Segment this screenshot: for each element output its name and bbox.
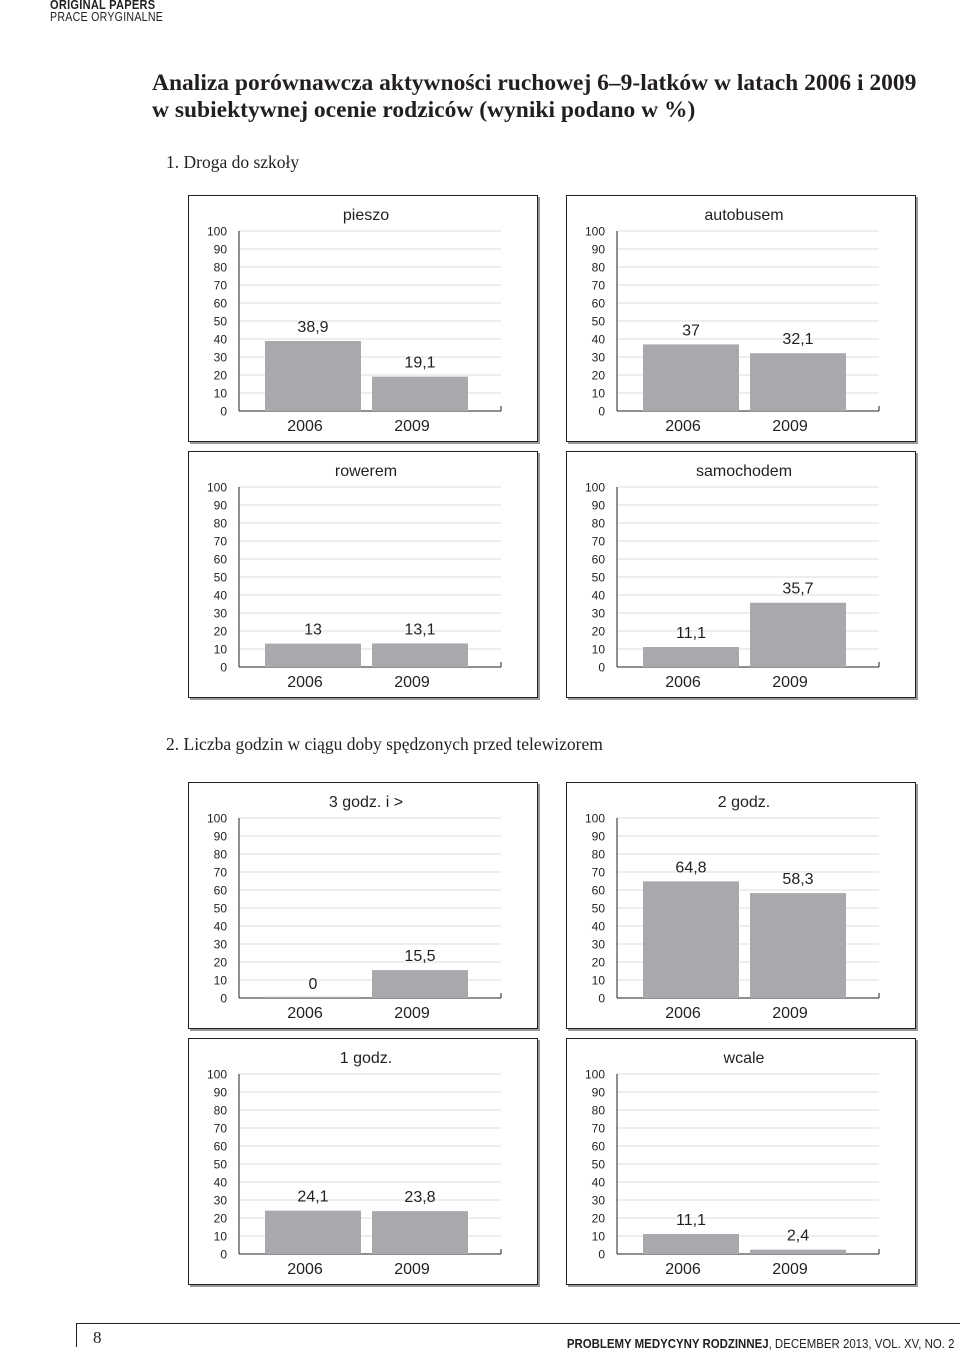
y-tick-label: 50 bbox=[591, 1157, 605, 1172]
y-tick-label: 20 bbox=[213, 955, 227, 970]
bar-2006 bbox=[265, 644, 361, 667]
x-tick-label-2009: 2009 bbox=[394, 1005, 430, 1022]
chart-svg bbox=[189, 1039, 537, 1284]
y-tick-label: 50 bbox=[213, 570, 227, 585]
y-tick-label: 80 bbox=[213, 260, 227, 275]
y-tick-label: 0 bbox=[598, 991, 605, 1006]
chart-svg bbox=[567, 196, 915, 441]
y-tick-label: 100 bbox=[584, 480, 605, 495]
y-tick-label: 40 bbox=[213, 919, 227, 934]
y-tick-label: 100 bbox=[206, 1067, 227, 1082]
bar-2006 bbox=[643, 647, 739, 667]
y-tick-label: 0 bbox=[598, 404, 605, 419]
y-tick-label: 100 bbox=[584, 811, 605, 826]
data-label-2009: 15,5 bbox=[404, 948, 436, 966]
chart-svg bbox=[567, 783, 915, 1028]
footer-rule bbox=[76, 1323, 960, 1324]
y-tick-label: 40 bbox=[213, 1175, 227, 1190]
y-tick-label: 70 bbox=[591, 865, 605, 880]
bar-2006 bbox=[265, 1211, 361, 1254]
y-tick-label: 70 bbox=[213, 1121, 227, 1136]
x-tick-label-2006: 2006 bbox=[665, 1005, 701, 1022]
y-tick-label: 90 bbox=[213, 1085, 227, 1100]
bar-2009 bbox=[372, 970, 468, 998]
chart-title: wcale bbox=[723, 1050, 765, 1067]
y-tick-label: 60 bbox=[591, 296, 605, 311]
y-tick-label: 20 bbox=[591, 368, 605, 383]
bar-2006 bbox=[643, 1234, 739, 1254]
x-tick-label-2009: 2009 bbox=[394, 674, 430, 691]
chart-panel-wcale bbox=[566, 1038, 916, 1285]
data-label-2009: 23,8 bbox=[404, 1189, 436, 1207]
y-tick-label: 50 bbox=[213, 314, 227, 329]
section-subheader: PRACE ORYGINALNE bbox=[50, 10, 164, 24]
y-tick-label: 90 bbox=[591, 498, 605, 513]
y-tick-label: 70 bbox=[591, 278, 605, 293]
bar-2009 bbox=[750, 893, 846, 998]
y-tick-label: 10 bbox=[213, 1229, 227, 1244]
x-tick-label-2006: 2006 bbox=[665, 1261, 701, 1278]
y-tick-label: 0 bbox=[220, 660, 227, 675]
data-label-2006: 11,1 bbox=[676, 625, 706, 643]
y-tick-label: 40 bbox=[591, 919, 605, 934]
chart-svg bbox=[567, 452, 915, 697]
y-tick-label: 80 bbox=[213, 1103, 227, 1118]
y-tick-label: 10 bbox=[213, 973, 227, 988]
chart-title: autobusem bbox=[704, 207, 784, 224]
y-tick-label: 0 bbox=[220, 404, 227, 419]
footer-tick bbox=[76, 1323, 77, 1347]
y-tick-label: 30 bbox=[213, 350, 227, 365]
y-tick-label: 0 bbox=[598, 660, 605, 675]
bar-2009 bbox=[372, 377, 468, 411]
y-tick-label: 50 bbox=[591, 901, 605, 916]
y-tick-label: 70 bbox=[591, 1121, 605, 1136]
y-tick-label: 90 bbox=[213, 829, 227, 844]
y-tick-label: 90 bbox=[591, 1085, 605, 1100]
chart-panel-3-godz bbox=[188, 782, 538, 1029]
y-tick-label: 30 bbox=[213, 1193, 227, 1208]
y-tick-label: 40 bbox=[591, 1175, 605, 1190]
y-tick-label: 80 bbox=[213, 516, 227, 531]
bar-2009 bbox=[750, 353, 846, 411]
y-tick-label: 10 bbox=[213, 386, 227, 401]
y-tick-label: 50 bbox=[213, 901, 227, 916]
figure-title bbox=[152, 70, 916, 124]
data-label-2009: 2,4 bbox=[786, 1227, 810, 1245]
bar-2006 bbox=[643, 881, 739, 998]
x-tick-label-2009: 2009 bbox=[394, 1261, 430, 1278]
chart-svg bbox=[189, 196, 537, 441]
data-label-2006: 37 bbox=[682, 322, 700, 340]
x-tick-label-2009: 2009 bbox=[772, 1005, 808, 1022]
y-tick-label: 80 bbox=[591, 847, 605, 862]
data-label-2006: 11,1 bbox=[676, 1212, 706, 1230]
y-tick-label: 60 bbox=[213, 296, 227, 311]
y-tick-label: 30 bbox=[591, 350, 605, 365]
section-heading-commute: 1. Droga do szkoły bbox=[166, 152, 300, 172]
section-header: ORIGINAL PAPERS bbox=[50, 0, 156, 12]
x-tick-label-2009: 2009 bbox=[394, 418, 430, 435]
y-tick-label: 40 bbox=[213, 332, 227, 347]
y-tick-label: 80 bbox=[591, 260, 605, 275]
y-tick-label: 90 bbox=[591, 829, 605, 844]
data-label-2006: 13 bbox=[304, 621, 322, 639]
chart-title: 3 godz. i > bbox=[328, 794, 404, 811]
y-tick-label: 20 bbox=[213, 624, 227, 639]
y-tick-label: 30 bbox=[591, 1193, 605, 1208]
x-tick-label-2006: 2006 bbox=[287, 1005, 323, 1022]
data-label-2009: 32,1 bbox=[782, 331, 814, 349]
chart-title: pieszo bbox=[342, 207, 390, 224]
chart-title: rowerem bbox=[334, 463, 398, 480]
bar-2009 bbox=[750, 603, 846, 667]
y-tick-label: 100 bbox=[584, 1067, 605, 1082]
journal-citation bbox=[566, 1336, 954, 1351]
y-tick-label: 100 bbox=[584, 224, 605, 239]
y-tick-label: 80 bbox=[591, 516, 605, 531]
y-tick-label: 70 bbox=[591, 534, 605, 549]
chart-panel-pieszo bbox=[188, 195, 538, 442]
y-tick-label: 100 bbox=[206, 224, 227, 239]
data-label-2006: 0 bbox=[308, 976, 318, 993]
x-tick-label-2009: 2009 bbox=[772, 674, 808, 691]
y-tick-label: 60 bbox=[591, 883, 605, 898]
y-tick-label: 60 bbox=[591, 1139, 605, 1154]
y-tick-label: 20 bbox=[213, 368, 227, 383]
chart-svg bbox=[189, 452, 537, 697]
bar-2006 bbox=[265, 997, 361, 998]
y-tick-label: 10 bbox=[591, 386, 605, 401]
x-tick-label-2009: 2009 bbox=[772, 418, 808, 435]
chart-panel-samochodem bbox=[566, 451, 916, 698]
y-tick-label: 0 bbox=[598, 1247, 605, 1262]
chart-panel-1-godz bbox=[188, 1038, 538, 1285]
y-tick-label: 10 bbox=[213, 642, 227, 657]
page-number: 8 bbox=[93, 1328, 102, 1347]
y-tick-label: 30 bbox=[213, 937, 227, 952]
data-label-2006: 38,9 bbox=[297, 318, 329, 336]
chart-panel-rowerem bbox=[188, 451, 538, 698]
chart-panel-autobusem bbox=[566, 195, 916, 442]
journal-issue: , DECEMBER 2013, VOL. XV, NO. 2 bbox=[768, 1336, 954, 1351]
y-tick-label: 90 bbox=[591, 242, 605, 257]
chart-svg bbox=[189, 783, 537, 1028]
chart-title: 1 godz. bbox=[339, 1050, 393, 1067]
y-tick-label: 30 bbox=[591, 606, 605, 621]
y-tick-label: 50 bbox=[591, 314, 605, 329]
chart-title: samochodem bbox=[695, 463, 793, 480]
y-tick-label: 40 bbox=[591, 588, 605, 603]
y-tick-label: 60 bbox=[213, 552, 227, 567]
figure-title-line1: Analiza porównawcza aktywności ruchowej 6–9-latków w latach 2006 i 2009 bbox=[152, 70, 917, 96]
y-tick-label: 20 bbox=[591, 624, 605, 639]
data-label-2006: 64,8 bbox=[675, 859, 707, 877]
bar-2006 bbox=[643, 344, 739, 411]
data-label-2009: 19,1 bbox=[404, 354, 436, 372]
y-tick-label: 0 bbox=[220, 1247, 227, 1262]
y-tick-label: 50 bbox=[213, 1157, 227, 1172]
y-tick-label: 70 bbox=[213, 534, 227, 549]
y-tick-label: 30 bbox=[213, 606, 227, 621]
journal-name: PROBLEMY MEDYCYNY RODZINNEJ bbox=[566, 1336, 769, 1351]
chart-svg bbox=[567, 1039, 915, 1284]
y-tick-label: 50 bbox=[591, 570, 605, 585]
bar-2009 bbox=[372, 1211, 468, 1254]
y-tick-label: 100 bbox=[206, 480, 227, 495]
x-tick-label-2006: 2006 bbox=[665, 674, 701, 691]
y-tick-label: 20 bbox=[213, 1211, 227, 1226]
bar-2009 bbox=[372, 643, 468, 667]
y-tick-label: 20 bbox=[591, 955, 605, 970]
y-tick-label: 10 bbox=[591, 1229, 605, 1244]
data-label-2009: 58,3 bbox=[782, 871, 814, 889]
y-tick-label: 20 bbox=[591, 1211, 605, 1226]
y-tick-label: 30 bbox=[591, 937, 605, 952]
y-tick-label: 70 bbox=[213, 278, 227, 293]
x-tick-label-2009: 2009 bbox=[772, 1261, 808, 1278]
y-tick-label: 10 bbox=[591, 973, 605, 988]
data-label-2006: 24,1 bbox=[297, 1188, 329, 1206]
data-label-2009: 13,1 bbox=[404, 621, 436, 639]
data-label-2009: 35,7 bbox=[782, 580, 814, 598]
x-tick-label-2006: 2006 bbox=[287, 418, 323, 435]
section-heading-tv: 2. Liczba godzin w ciągu doby spędzonych przed telewizorem bbox=[166, 734, 603, 754]
y-tick-label: 10 bbox=[591, 642, 605, 657]
y-tick-label: 90 bbox=[213, 498, 227, 513]
chart-title: 2 godz. bbox=[717, 794, 771, 811]
figure-title-line2: w subiektywnej ocenie rodziców (wyniki podano w %) bbox=[152, 97, 696, 123]
y-tick-label: 0 bbox=[220, 991, 227, 1006]
x-tick-label-2006: 2006 bbox=[287, 674, 323, 691]
y-tick-label: 60 bbox=[591, 552, 605, 567]
bar-2009 bbox=[750, 1250, 846, 1254]
y-tick-label: 40 bbox=[591, 332, 605, 347]
x-tick-label-2006: 2006 bbox=[665, 418, 701, 435]
chart-panel-2-godz bbox=[566, 782, 916, 1029]
y-tick-label: 60 bbox=[213, 883, 227, 898]
y-tick-label: 100 bbox=[206, 811, 227, 826]
y-tick-label: 90 bbox=[213, 242, 227, 257]
y-tick-label: 80 bbox=[591, 1103, 605, 1118]
y-tick-label: 40 bbox=[213, 588, 227, 603]
y-tick-label: 80 bbox=[213, 847, 227, 862]
y-tick-label: 70 bbox=[213, 865, 227, 880]
bar-2006 bbox=[265, 341, 361, 411]
x-tick-label-2006: 2006 bbox=[287, 1261, 323, 1278]
y-tick-label: 60 bbox=[213, 1139, 227, 1154]
